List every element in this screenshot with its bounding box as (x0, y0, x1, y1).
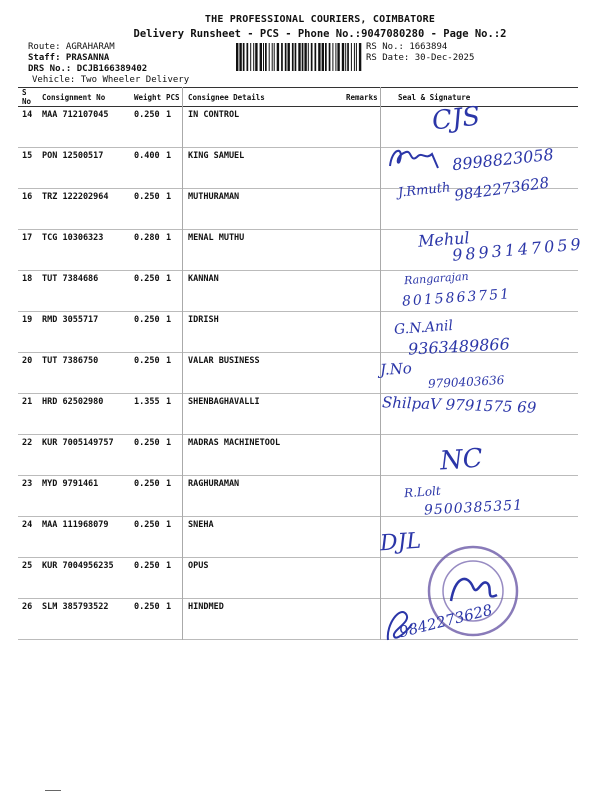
row-weight: 0.250 (130, 558, 162, 599)
row-consignee: RAGHURAMAN (184, 476, 342, 517)
col-sno: S No (18, 88, 38, 107)
handwritten-name: J.Rmuth (397, 180, 452, 201)
row-consignment-no: SLM 385793522 (38, 599, 130, 640)
handwritten-phone: 9363489866 (407, 334, 511, 359)
row-weight: 0.250 (130, 599, 162, 640)
row-sno: 19 (18, 312, 38, 353)
row-consignee: SHENBAGHAVALLI (184, 394, 342, 435)
handwritten-phone: 9500385351 (423, 497, 524, 519)
table-row (18, 107, 578, 148)
row-pcs: 1 (162, 517, 184, 558)
row-consignment-no: KUR 7004956235 (38, 558, 130, 599)
rs-number: RS No.: 1663894 (366, 42, 448, 52)
row-pcs: 1 (162, 558, 184, 599)
handwritten-name: G.N.Anil (393, 317, 454, 339)
row-consignment-no: TRZ 122202964 (38, 189, 130, 230)
row-pcs: 1 (162, 435, 184, 476)
column-rule (182, 87, 183, 640)
row-pcs: 1 (162, 148, 184, 189)
row-sno: 16 (18, 189, 38, 230)
row-consignment-no: TUT 7384686 (38, 271, 130, 312)
row-sno: 14 (18, 107, 38, 148)
row-sno: 15 (18, 148, 38, 189)
col-weight: Weight (130, 88, 162, 107)
handwritten-phone: 8998823058 (451, 144, 555, 175)
row-consignment-no: MAA 712107045 (38, 107, 130, 148)
row-consignee: MADRAS MACHINETOOL (184, 435, 342, 476)
handwritten-signature: NC (439, 443, 484, 477)
signature-scribble (386, 138, 442, 174)
handwritten-phone: 9842273628 (453, 173, 551, 205)
handwritten-signature: ShilpaV 9791575 69 (381, 393, 537, 417)
row-pcs: 1 (162, 312, 184, 353)
row-remarks (342, 107, 378, 148)
col-consignee: Consignee Details (184, 88, 342, 107)
row-remarks (342, 394, 378, 435)
rs-date: RS Date: 30-Dec-2025 (366, 53, 475, 63)
row-sno: 25 (18, 558, 38, 599)
row-consignee: IN CONTROL (184, 107, 342, 148)
row-consignment-no: TCG 10306323 (38, 230, 130, 271)
row-remarks (342, 353, 378, 394)
handwritten-phone: 8015863751 (401, 286, 512, 310)
route-label: Route: AGRAHARAM (28, 42, 115, 52)
col-consignment: Consignment No (38, 88, 130, 107)
handwritten-phone: 9893147059 (451, 234, 585, 265)
handwritten-signature: DJL (379, 528, 422, 557)
row-weight: 0.250 (130, 476, 162, 517)
row-consignee: OPUS (184, 558, 342, 599)
row-consignment-no: TUT 7386750 (38, 353, 130, 394)
row-weight: 0.250 (130, 189, 162, 230)
row-sno: 18 (18, 271, 38, 312)
row-consignee: IDRISH (184, 312, 342, 353)
handwritten-name: J.No (379, 359, 413, 379)
row-weight: 0.400 (130, 148, 162, 189)
handwritten-name: R.Lolt (403, 483, 442, 501)
row-pcs: 1 (162, 353, 184, 394)
row-remarks (342, 599, 378, 640)
row-consignment-no: RMD 3055717 (38, 312, 130, 353)
row-pcs: 1 (162, 189, 184, 230)
row-weight: 0.250 (130, 435, 162, 476)
handwritten-name: Rangarajan (403, 269, 470, 288)
staff-label: Staff: PRASANNA (28, 53, 110, 63)
row-weight: 1.355 (130, 394, 162, 435)
row-consignee: SNEHA (184, 517, 342, 558)
row-consignment-no: KUR 7005149757 (38, 435, 130, 476)
row-pcs: 1 (162, 599, 184, 640)
row-consignment-no: PON 12500517 (38, 148, 130, 189)
row-remarks (342, 189, 378, 230)
col-remarks: Remarks (342, 88, 378, 107)
row-remarks (342, 312, 378, 353)
row-consignee: VALAR BUSINESS (184, 353, 342, 394)
row-sno: 17 (18, 230, 38, 271)
row-consignee: KANNAN (184, 271, 342, 312)
row-remarks (342, 517, 378, 558)
scan-mark (45, 790, 61, 791)
row-weight: 0.250 (130, 353, 162, 394)
row-sno: 21 (18, 394, 38, 435)
row-pcs: 1 (162, 271, 184, 312)
row-consignment-no: MYD 9791461 (38, 476, 130, 517)
handwritten-signature: CJS (430, 101, 482, 137)
scan-edge (0, 0, 600, 6)
row-consignee: KING SAMUEL (184, 148, 342, 189)
row-weight: 0.250 (130, 312, 162, 353)
col-pcs: PCS (162, 88, 184, 107)
handwritten-phone: 9790403636 (427, 373, 505, 391)
table-row (18, 435, 578, 476)
row-sno: 26 (18, 599, 38, 640)
row-weight: 0.250 (130, 271, 162, 312)
handwritten-phone: 9842273628 (397, 600, 495, 642)
handwritten-name: Mehul (417, 228, 471, 251)
vehicle-label: Vehicle: Two Wheeler Delivery (32, 75, 190, 85)
row-sno: 24 (18, 517, 38, 558)
row-weight: 0.280 (130, 230, 162, 271)
row-sno: 23 (18, 476, 38, 517)
company-title: THE PROFESSIONAL COURIERS, COIMBATORE (204, 14, 436, 25)
row-remarks (342, 230, 378, 271)
row-pcs: 1 (162, 230, 184, 271)
row-pcs: 1 (162, 107, 184, 148)
row-remarks (342, 476, 378, 517)
row-remarks (342, 558, 378, 599)
table-header-row (18, 88, 578, 107)
row-remarks (342, 435, 378, 476)
row-consignee: MENAL MUTHU (184, 230, 342, 271)
row-pcs: 1 (162, 476, 184, 517)
row-consignment-no: MAA 111968079 (38, 517, 130, 558)
row-consignee: MUTHURAMAN (184, 189, 342, 230)
row-sno: 22 (18, 435, 38, 476)
row-pcs: 1 (162, 394, 184, 435)
barcode-image (236, 43, 364, 71)
row-sno: 20 (18, 353, 38, 394)
row-consignment-no: HRD 62502980 (38, 394, 130, 435)
row-weight: 0.250 (130, 107, 162, 148)
row-weight: 0.250 (130, 517, 162, 558)
row-remarks (342, 271, 378, 312)
drs-label: DRS No.: DCJB166389402 (28, 64, 148, 74)
row-remarks (342, 148, 378, 189)
row-consignee: HINDMED (184, 599, 342, 640)
runsheet-subtitle: Delivery Runsheet - PCS - Phone No.:9047080280 - Page No.:2 (133, 28, 507, 40)
col-signature: Seal & Signature (378, 88, 578, 107)
